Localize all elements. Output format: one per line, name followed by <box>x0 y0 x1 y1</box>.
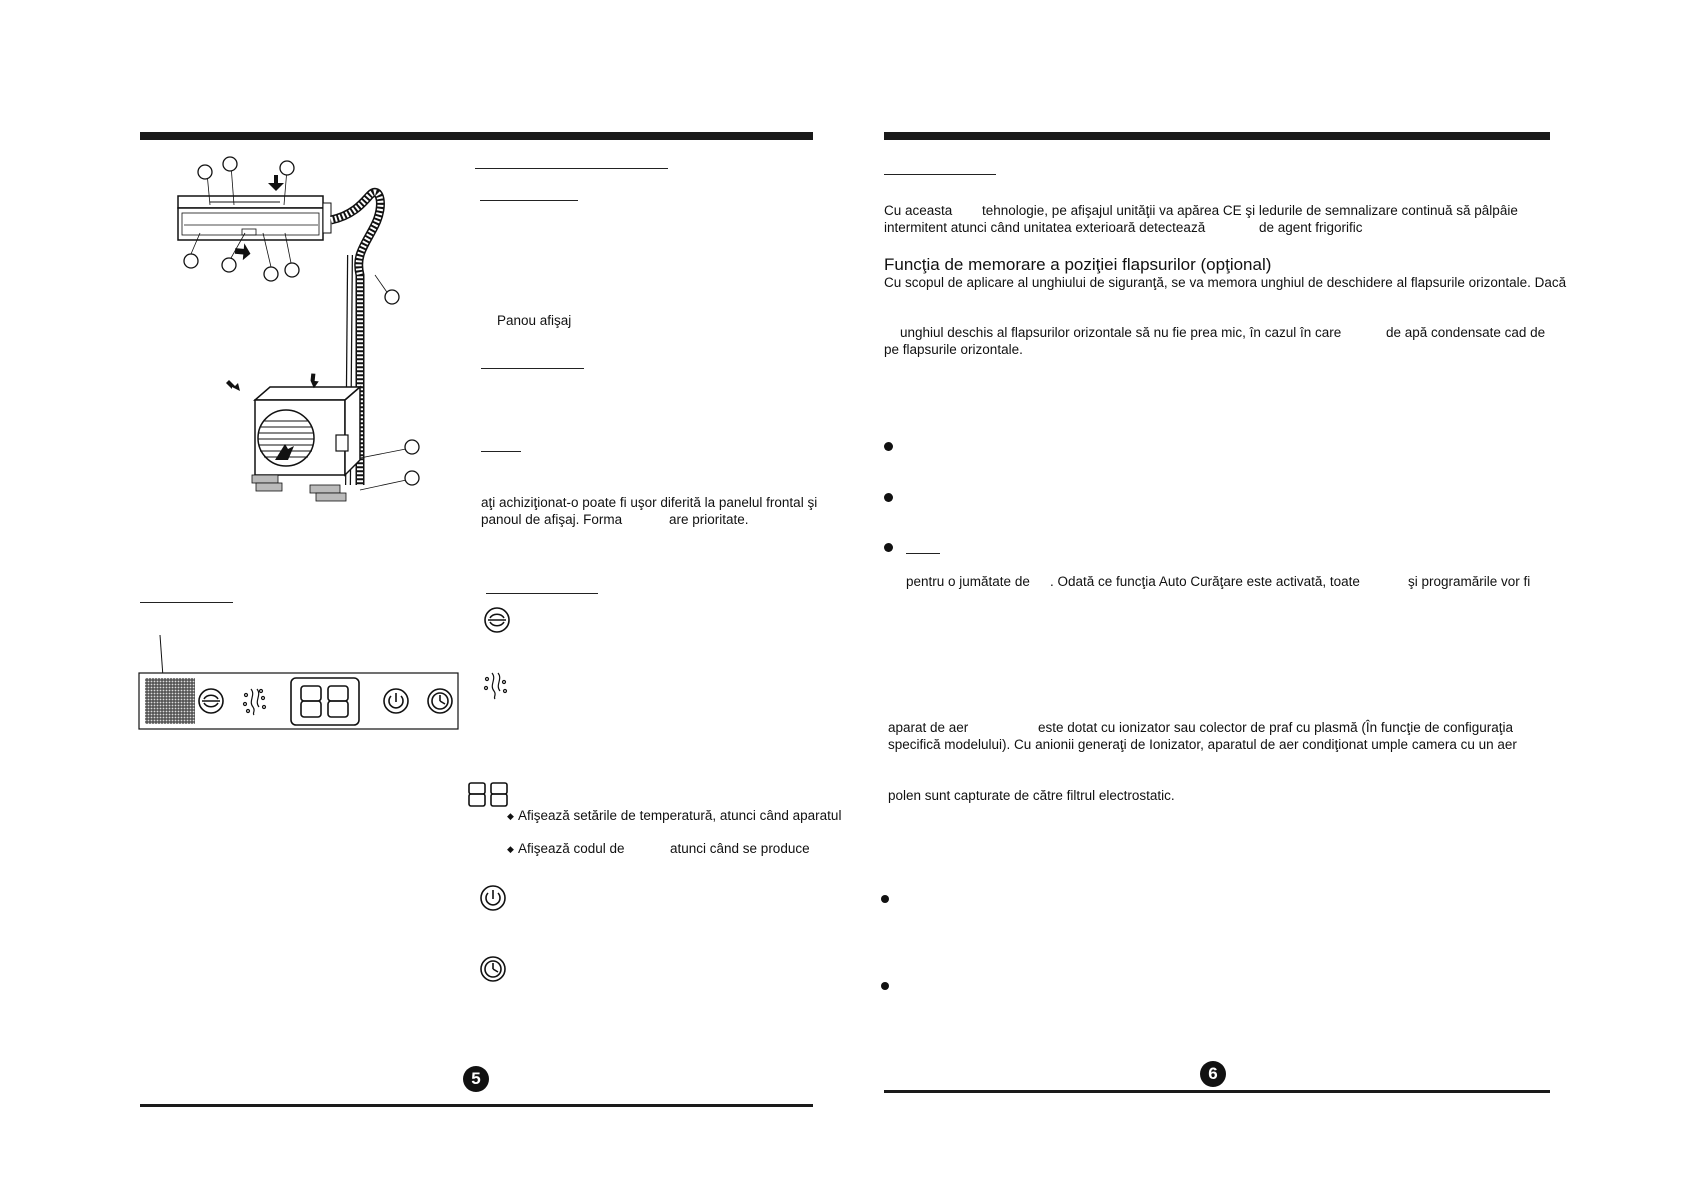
right-heading-rule-1 <box>884 174 996 175</box>
bullet-code-text-a: Afişează codul de <box>518 841 625 856</box>
display-panel-label: Panou afişaj <box>497 313 572 328</box>
ce-line-a1: Cu aceasta <box>884 203 953 218</box>
ion-line3: polen sunt capturate de către filtrul electrostatic. <box>888 788 1175 803</box>
right-footer-rule <box>884 1090 1550 1093</box>
ion-line1a: aparat de aer <box>888 720 969 735</box>
right-bullet-4 <box>881 895 889 903</box>
auto-clean-icon <box>484 607 512 635</box>
variation-note-line1: aţi achiziţionat-o poate fi uşor diferită la panelul frontal şi <box>481 495 818 510</box>
clean-text-c: şi programările vor fi <box>1408 574 1531 589</box>
right-bullet-5 <box>881 982 889 990</box>
right-bullet-3 <box>884 543 893 552</box>
ionizer-icon <box>482 672 510 700</box>
power-icon <box>480 885 508 913</box>
bullet-temp-text: Afişează setările de temperatură, atunci când aparatul <box>518 808 842 823</box>
left-heading-rule-3 <box>481 368 584 369</box>
left-header-bar <box>140 132 813 140</box>
right-bullet-2 <box>884 493 893 502</box>
left-heading-rule-1 <box>475 168 668 169</box>
left-heading-rule-5 <box>486 593 598 594</box>
timer-icon <box>480 956 508 984</box>
ce-line-b1: intermitent atunci când unitatea exterioară detectează <box>884 220 1206 235</box>
ce-line-a2: tehnologie, pe afişajul unităţii va apărea CE şi ledurile de semnalizare continuă să pâlpâie <box>982 203 1518 218</box>
ion-line1b: este dotat cu ionizator sau colector de praf cu plasmă (În funcţie de configuraţia <box>1038 720 1514 735</box>
display-panel-illustration <box>138 635 460 735</box>
memory-line2b: de apă condensate cad de <box>1386 325 1546 340</box>
clean-text-b: . Odată ce funcţia Auto Curăţare este activată, toate <box>1050 574 1360 589</box>
memory-line1: Cu scopul de aplicare al unghiului de siguranţă, se va memora unghiul de deschidere al flapsurile orizontale. Dacă <box>884 275 1567 290</box>
memory-heading: Funcţia de memorare a poziţiei flapsurilor (opţional) <box>884 255 1272 274</box>
display-panel-heading-rule <box>140 602 233 603</box>
variation-note-line2b: are prioritate. <box>669 512 749 527</box>
variation-note-line2a: panoul de afişaj. Forma <box>481 512 623 527</box>
bullet-code-text-b: atunci când se produce <box>670 841 810 856</box>
seven-segment-display-icon <box>467 781 513 809</box>
left-footer-rule <box>140 1104 813 1107</box>
left-page-number: 5 <box>463 1066 489 1092</box>
air-conditioner-illustration <box>170 155 440 525</box>
ce-line-b2: de agent frigorific <box>1259 220 1363 235</box>
clean-text-a: pentru o jumătate de <box>906 574 1030 589</box>
bullet-diamond-1: ◆ <box>507 811 514 821</box>
left-heading-rule-2 <box>480 200 578 201</box>
right-bullet-3-rule <box>906 553 940 554</box>
right-bullet-1 <box>884 442 893 451</box>
right-page-number: 6 <box>1200 1061 1226 1087</box>
ion-line2: specifică modelului). Cu anionii generaţi de Ionizator, aparatul de aer condiţionat umple camera cu un aer <box>888 737 1517 752</box>
bullet-diamond-2: ◆ <box>507 844 514 854</box>
memory-line3: pe flapsurile orizontale. <box>884 342 1023 357</box>
left-heading-rule-4 <box>481 451 521 452</box>
memory-line2a: unghiul deschis al flapsurilor orizontale să nu fie prea mic, în cazul în care <box>900 325 1342 340</box>
right-header-bar <box>884 132 1550 140</box>
